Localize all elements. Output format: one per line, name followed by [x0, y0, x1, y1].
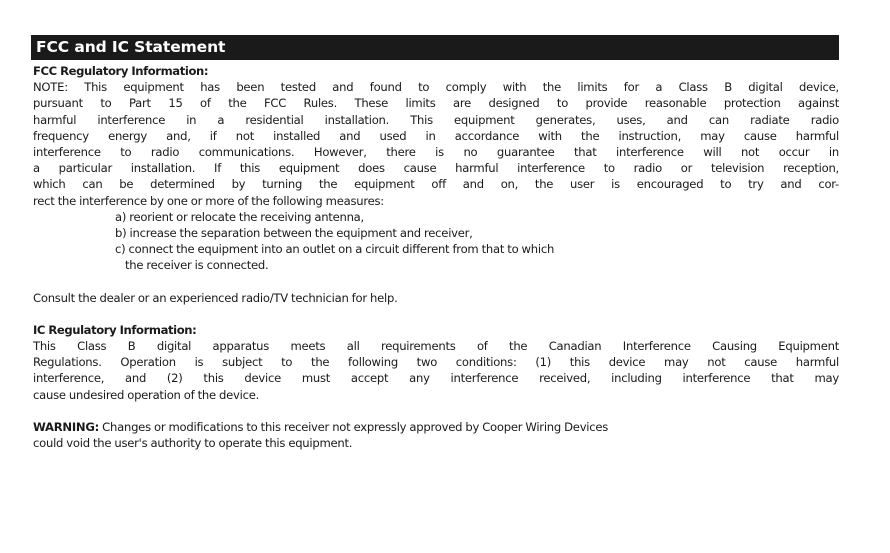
ic-line: Regulations. Operation is subject to the following two conditions: (1) this device may not cause harmful: [33, 355, 839, 370]
consult-text: Consult the dealer or an experienced radio/TV technician for help.: [33, 290, 398, 305]
ic-heading: IC Regulatory Information:: [33, 322, 197, 337]
spacer: [33, 306, 839, 322]
warning-text: Changes or modifications to this receiver not expressly approved by Cooper Wiring Devices: [99, 419, 609, 434]
ic-paragraph: [33, 338, 839, 403]
measure-item: c) connect the equipment into an outlet on a circuit different from that to which: [115, 242, 555, 257]
fcc-line: pursuant to Part 15 of the FCC Rules. These limits are designed to provide reasonable protection against: [33, 96, 839, 111]
spacer: [33, 403, 839, 419]
section-title: FCC and IC Statement: [31, 35, 839, 60]
fcc-line: harmful interference in a residential installation. This equipment generates, uses, and can radiate radio: [33, 112, 839, 127]
fcc-line: a particular installation. If this equipment does cause harmful interference to radio or television reception,: [33, 161, 839, 176]
fcc-ic-statement-page: [31, 35, 839, 451]
warning-label: WARNING:: [33, 419, 100, 434]
measure-item-continued: the receiver is connected.: [125, 258, 269, 273]
warning-paragraph: [33, 419, 839, 451]
ic-line: cause undesired operation of the device.: [33, 387, 260, 402]
ic-line: interference, and (2) this device must accept any interference received, including interference that may: [33, 371, 839, 386]
warning-line: could void the user's authority to operate this equipment.: [33, 436, 353, 451]
statement-content: [31, 60, 839, 451]
measures-list: [33, 209, 839, 258]
measure-item: a) reorient or relocate the receiving antenna,: [115, 209, 364, 224]
fcc-line: rect the interference by one or more of the following measures:: [33, 193, 384, 208]
measure-continuation: [33, 257, 839, 273]
fcc-line: NOTE: This equipment has been tested and found to comply with the limits for a Class B digital device,: [33, 80, 839, 95]
fcc-note-paragraph: [33, 79, 839, 209]
fcc-line: which can be determined by turning the equipment off and on, the user is encouraged to try and cor-: [33, 177, 839, 192]
warning-line: [33, 419, 839, 435]
fcc-line: frequency energy and, if not installed and used in accordance with the instruction, may cause harmful: [33, 128, 839, 143]
measure-item: b) increase the separation between the equipment and receiver,: [115, 226, 473, 241]
spacer: [33, 274, 839, 290]
ic-line: This Class B digital apparatus meets all requirements of the Canadian Interference Causing Equipment: [33, 339, 839, 354]
fcc-heading: FCC Regulatory Information:: [33, 64, 209, 78]
fcc-line: interference to radio communications. However, there is no guarantee that interference will not occur in: [33, 145, 839, 160]
